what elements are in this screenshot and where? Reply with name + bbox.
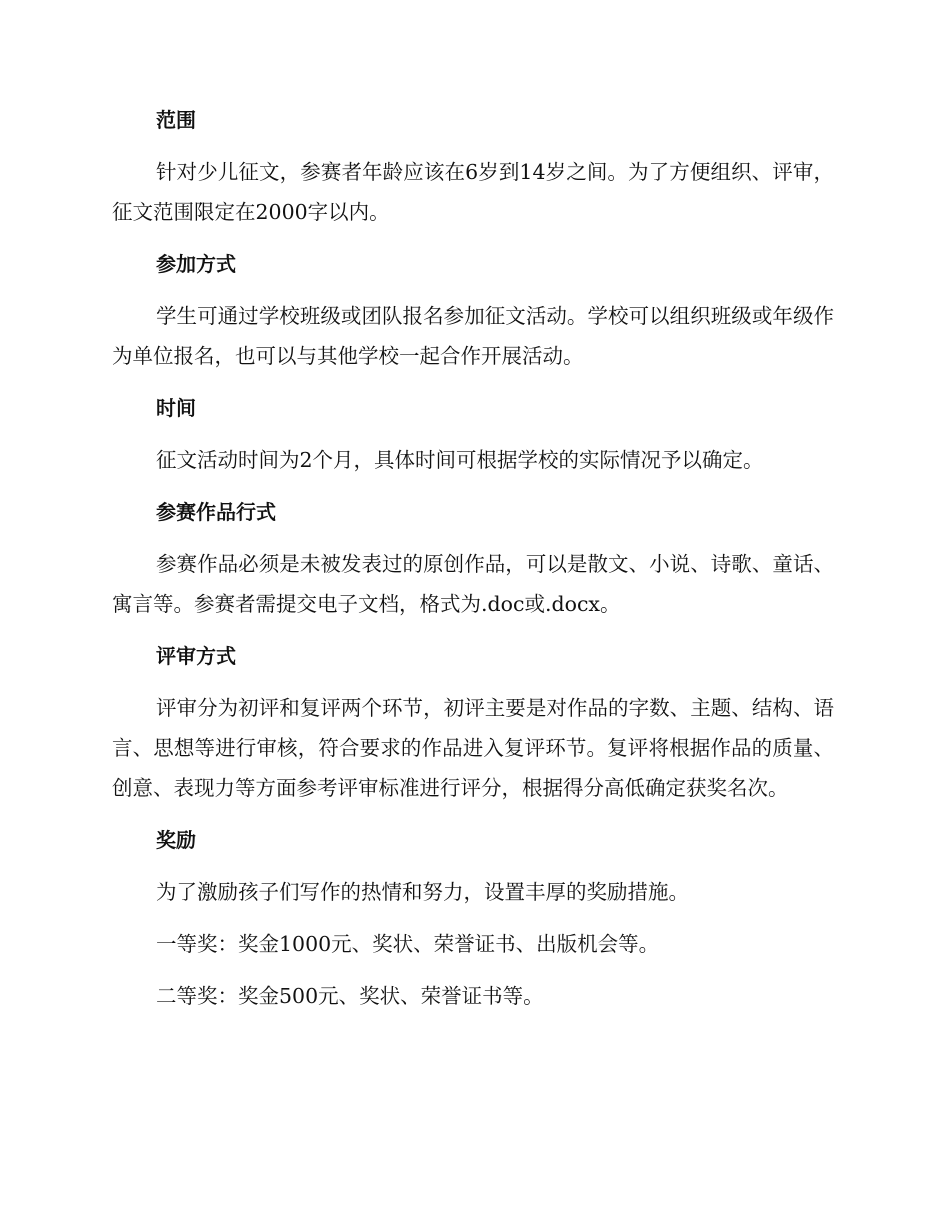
section-paragraph-scope: 针对少儿征文，参赛者年龄应该在6岁到14岁之间。为了方便组织、评审，征文范围限定在2000字以内。 <box>112 160 834 224</box>
award-second-prize: 二等奖：奖金500元、奖状、荣誉证书等。 <box>156 984 544 1008</box>
section-paragraph-review: 评审分为初评和复评两个环节，初评主要是对作品的字数、主题、结构、语言、思想等进行审核，符合要求的作品进入复评环节。复评将根据作品的质量、创意、表现力等方面参考评审标准进行评分，根据得分高低确定获奖名次。 <box>112 696 834 800</box>
section-heading-entry-format: 参赛作品行式 <box>156 500 276 524</box>
section-paragraph-participation: 学生可通过学校班级或团队报名参加征文活动。学校可以组织班级或年级作为单位报名，也可以与其他学校一起合作开展活动。 <box>112 304 834 368</box>
section-heading-review: 评审方式 <box>156 644 236 668</box>
section-heading-rewards: 奖励 <box>156 828 196 852</box>
award-first-prize: 一等奖：奖金1000元、奖状、荣誉证书、出版机会等。 <box>156 932 660 956</box>
section-paragraph-entry-format: 参赛作品必须是未被发表过的原创作品，可以是散文、小说、诗歌、童话、寓言等。参赛者需提交电子文档，格式为.doc或.docx。 <box>112 552 834 616</box>
section-paragraph-time: 征文活动时间为2个月，具体时间可根据学校的实际情况予以确定。 <box>156 448 764 472</box>
document-body <box>112 100 834 1028</box>
section-heading-time: 时间 <box>156 396 196 420</box>
section-paragraph-rewards: 为了激励孩子们写作的热情和努力，设置丰厚的奖励措施。 <box>156 880 689 904</box>
section-heading-participation: 参加方式 <box>156 252 236 276</box>
section-heading-scope: 范围 <box>156 108 196 132</box>
